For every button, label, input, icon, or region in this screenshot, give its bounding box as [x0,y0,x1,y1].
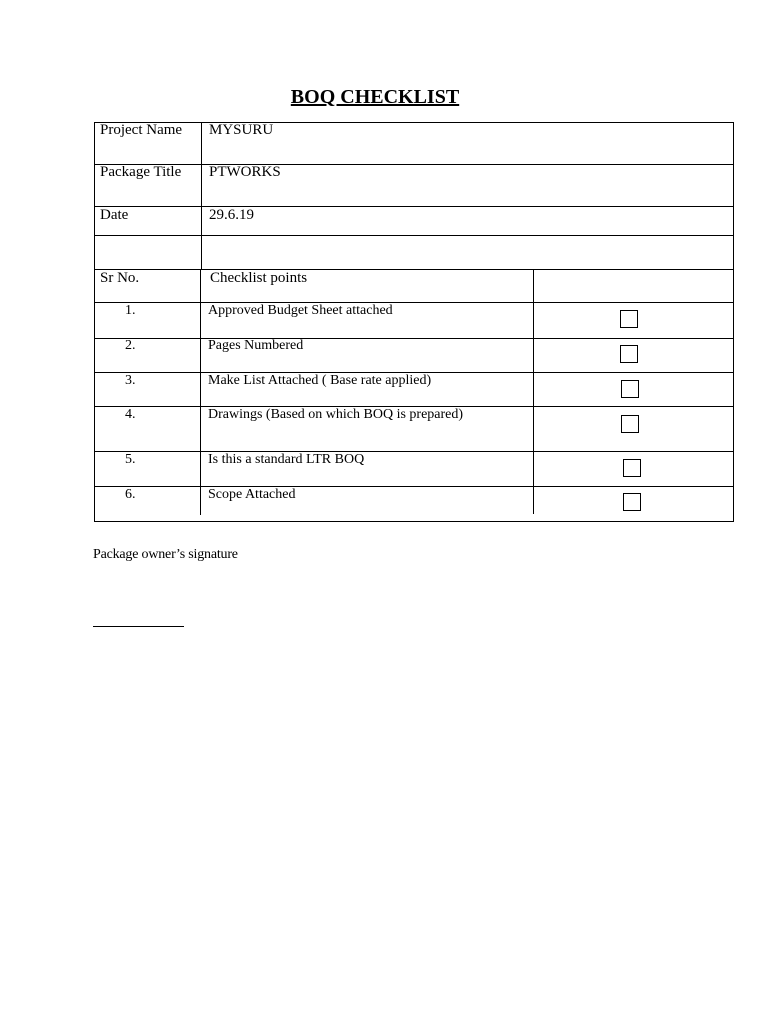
row-sr: 4. [125,407,136,422]
table-rule [94,338,734,339]
row-checkbox[interactable] [621,380,639,398]
package-title-label: Package Title [100,164,182,180]
row-text: Approved Budget Sheet attached [208,303,393,318]
table-rule [94,451,734,452]
row-sr: 2. [125,338,136,353]
row-text: Drawings (Based on which BOQ is prepared) [208,407,464,422]
row-sr: 6. [125,487,136,502]
table-rule [94,206,734,207]
table-rule [94,269,734,270]
project-name-value: MYSURU [209,122,274,138]
table-rule [94,164,734,165]
row-checkbox[interactable] [623,493,641,511]
sr-no-header: Sr No. [100,270,140,286]
document-title: BOQ CHECKLIST [290,86,460,108]
date-label: Date [100,207,129,223]
column-divider [533,269,534,514]
table-rule [94,302,734,303]
row-checkbox[interactable] [621,415,639,433]
date-value: 29.6.19 [209,207,254,223]
column-divider [200,269,201,515]
row-sr: 5. [125,452,136,467]
row-checkbox[interactable] [620,310,638,328]
row-checkbox[interactable] [620,345,638,363]
checklist-points-header: Checklist points [210,270,308,286]
column-divider [201,122,202,270]
row-sr: 3. [125,373,136,388]
row-sr: 1. [125,303,136,318]
row-text: Make List Attached ( Base rate applied) [208,373,432,388]
signature-label: Package owner’s signature [93,547,238,562]
row-checkbox[interactable] [623,459,641,477]
row-text: Is this a standard LTR BOQ [208,452,365,467]
package-title-value: PTWORKS [209,164,281,180]
signature-line[interactable] [93,626,184,627]
project-name-label: Project Name [100,122,183,138]
table-rule [94,235,734,236]
row-text: Scope Attached [208,487,296,502]
table-rule [94,486,734,487]
row-text: Pages Numbered [208,338,304,353]
